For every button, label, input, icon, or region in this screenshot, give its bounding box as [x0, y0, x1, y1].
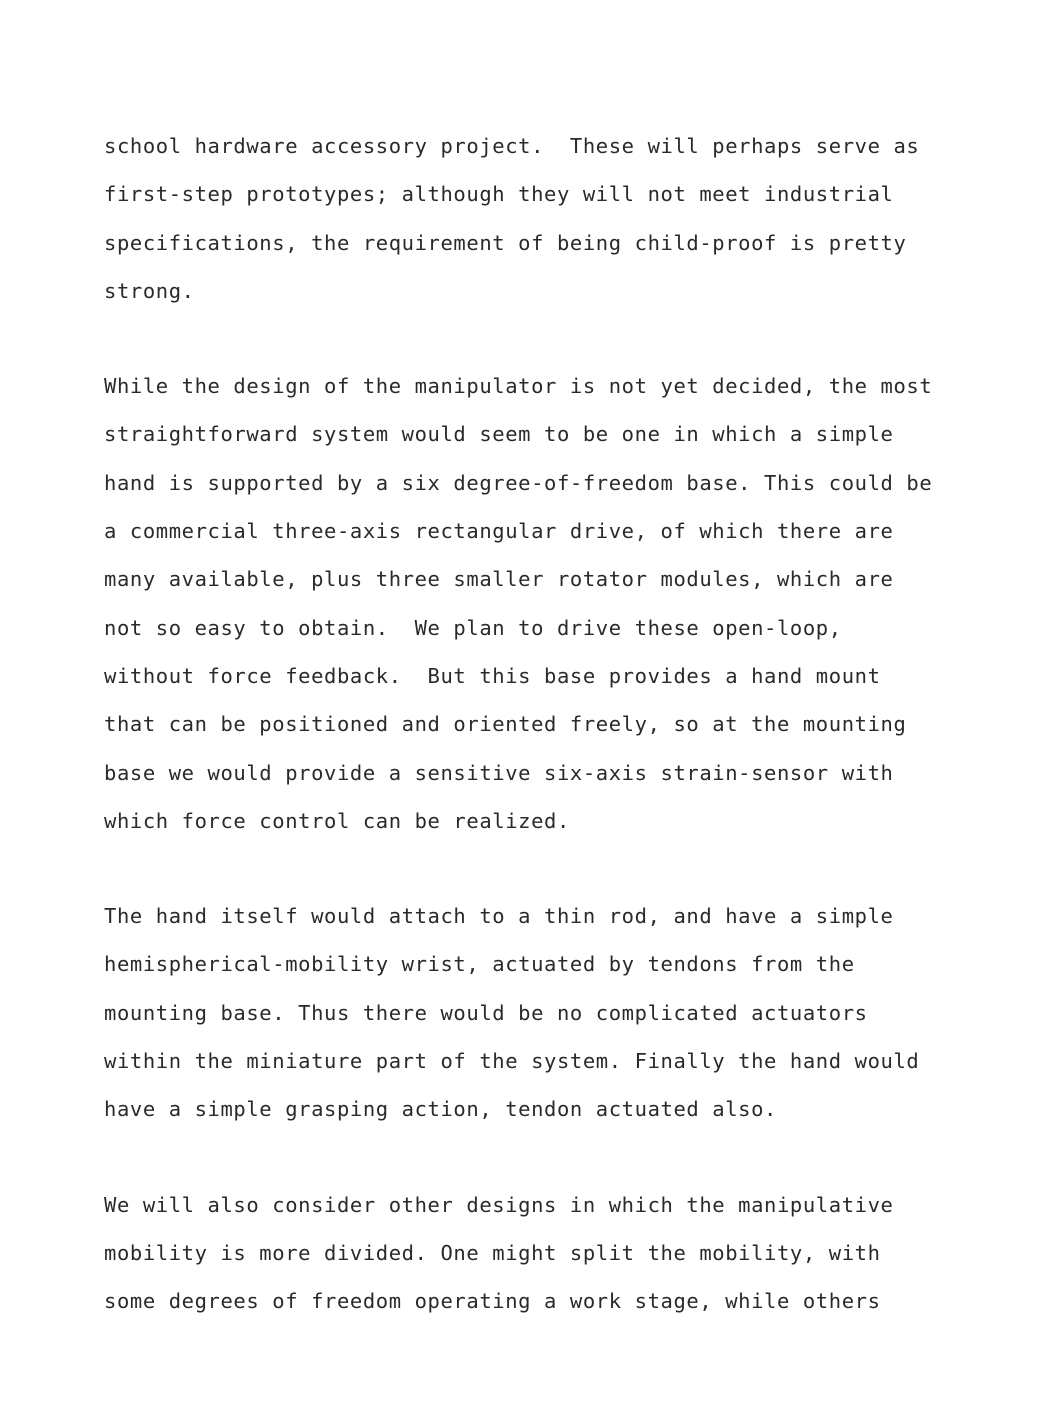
text-line: hand is supported by a six degree-of-freedom base. This could be: [104, 470, 933, 495]
text-line: The hand itself would attach to a thin rod, and have a simple: [104, 904, 894, 929]
body-text: [104, 122, 1034, 1373]
text-line: mobility is more divided. One might split the mobility, with: [104, 1240, 881, 1265]
text-line: have a simple grasping action, tendon actuated also.: [104, 1097, 777, 1122]
paragraph-4: [104, 1181, 1034, 1326]
text-line: without force feedback. But this base provides a hand mount: [104, 663, 881, 688]
text-line: some degrees of freedom operating a work stage, while others: [104, 1289, 881, 1314]
text-line: hemispherical-mobility wrist, actuated by tendons from the: [104, 952, 855, 977]
text-line: We will also consider other designs in which the manipulative: [104, 1192, 894, 1217]
text-line: mounting base. Thus there would be no complicated actuators: [104, 1000, 868, 1025]
text-line: not so easy to obtain. We plan to drive these open-loop,: [104, 615, 842, 640]
text-line: within the miniature part of the system. Finally the hand would: [104, 1049, 920, 1074]
text-line: specifications, the requirement of being child-proof is pretty: [104, 230, 907, 255]
text-line: first-step prototypes; although they will not meet industrial: [104, 182, 894, 207]
text-line: strong.: [104, 278, 195, 303]
text-line: many available, plus three smaller rotator modules, which are: [104, 567, 894, 592]
text-line: which force control can be realized.: [104, 808, 570, 833]
text-line: that can be positioned and oriented freely, so at the mounting: [104, 712, 907, 737]
text-line: While the design of the manipulator is not yet decided, the most: [104, 374, 933, 399]
text-line: straightforward system would seem to be one in which a simple: [104, 422, 894, 447]
text-line: base we would provide a sensitive six-axis strain-sensor with: [104, 760, 894, 785]
text-line: school hardware accessory project. These will perhaps serve as: [104, 134, 920, 158]
paragraph-3: [104, 892, 1034, 1133]
text-line: a commercial three-axis rectangular drive, of which there are: [104, 519, 894, 544]
paragraph-1: [104, 122, 1034, 315]
paragraph-2: [104, 362, 1034, 845]
